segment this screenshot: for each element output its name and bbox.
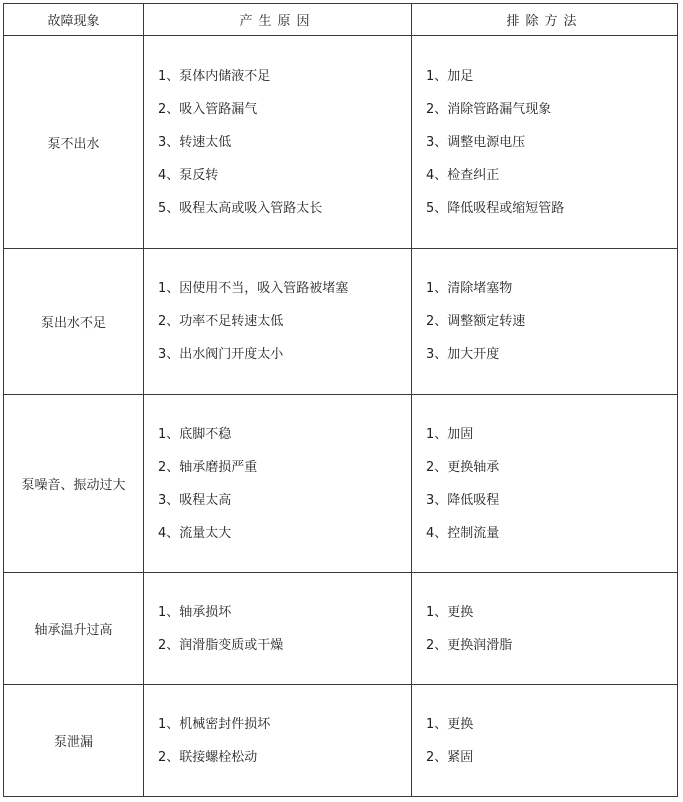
cause-cell (144, 685, 412, 797)
cause-item: 4、流量太大 (158, 525, 232, 541)
table-row (4, 685, 678, 797)
cause-item: 3、出水阀门开度太小 (158, 347, 284, 362)
remedy-item: 4、检查纠正 (426, 167, 500, 183)
remedy-item: 3、调整电源电压 (426, 134, 526, 150)
table-header-row (4, 4, 678, 36)
phenomenon-cell: 泵噪音、振动过大 (4, 395, 144, 573)
remedy-cell (412, 36, 678, 249)
remedy-item: 3、加大开度 (426, 347, 500, 362)
cause-item: 1、底脚不稳 (158, 426, 232, 442)
remedy-cell (412, 685, 678, 797)
cause-item: 1、因使用不当，吸入管路被堵塞 (158, 281, 349, 296)
cause-item: 4、泵反转 (158, 167, 219, 183)
phenomenon-cell: 泵出水不足 (4, 249, 144, 395)
remedy-item: 2、消除管路漏气现象 (426, 101, 552, 117)
remedy-item: 4、控制流量 (426, 525, 500, 541)
remedy-item: 5、降低吸程或缩短管路 (426, 200, 565, 216)
remedy-item: 2、调整额定转速 (426, 314, 526, 329)
remedy-item: 1、加固 (426, 426, 474, 442)
cause-item: 5、吸程太高或吸入管路太长 (158, 200, 323, 216)
remedy-item: 1、更换 (426, 716, 474, 732)
cause-item: 2、联接螺栓松动 (158, 749, 258, 765)
phenomenon-cell: 轴承温升过高 (4, 573, 144, 685)
header-phenomenon: 故障现象 (4, 4, 144, 36)
cause-cell (144, 573, 412, 685)
table-row (4, 573, 678, 685)
remedy-item: 2、更换润滑脂 (426, 637, 513, 653)
cause-item: 2、功率不足转速太低 (158, 314, 284, 329)
remedy-item: 1、更换 (426, 604, 474, 620)
remedy-cell (412, 249, 678, 395)
remedy-cell (412, 395, 678, 573)
cause-item: 2、轴承磨损严重 (158, 459, 258, 475)
cause-item: 2、吸入管路漏气 (158, 101, 258, 117)
table-row (4, 36, 678, 249)
header-cause: 产生原因 (144, 4, 412, 36)
cause-item: 2、润滑脂变质或干燥 (158, 637, 284, 653)
troubleshooting-table (3, 3, 678, 797)
remedy-cell (412, 573, 678, 685)
cause-cell (144, 36, 412, 249)
cause-item: 1、泵体内储液不足 (158, 68, 271, 84)
cause-cell (144, 249, 412, 395)
remedy-item: 2、更换轴承 (426, 459, 500, 475)
cause-item: 3、转速太低 (158, 134, 232, 150)
remedy-item: 1、清除堵塞物 (426, 281, 513, 296)
remedy-item: 2、紧固 (426, 749, 474, 765)
phenomenon-cell: 泵泄漏 (4, 685, 144, 797)
cause-item: 1、机械密封件损坏 (158, 716, 271, 732)
troubleshooting-table-container (3, 3, 677, 797)
table-row (4, 249, 678, 395)
table-row (4, 395, 678, 573)
header-remedy: 排除方法 (412, 4, 678, 36)
cause-item: 3、吸程太高 (158, 492, 232, 508)
remedy-item: 1、加足 (426, 68, 474, 84)
remedy-item: 3、降低吸程 (426, 492, 500, 508)
phenomenon-cell: 泵不出水 (4, 36, 144, 249)
cause-cell (144, 395, 412, 573)
cause-item: 1、轴承损坏 (158, 604, 232, 620)
